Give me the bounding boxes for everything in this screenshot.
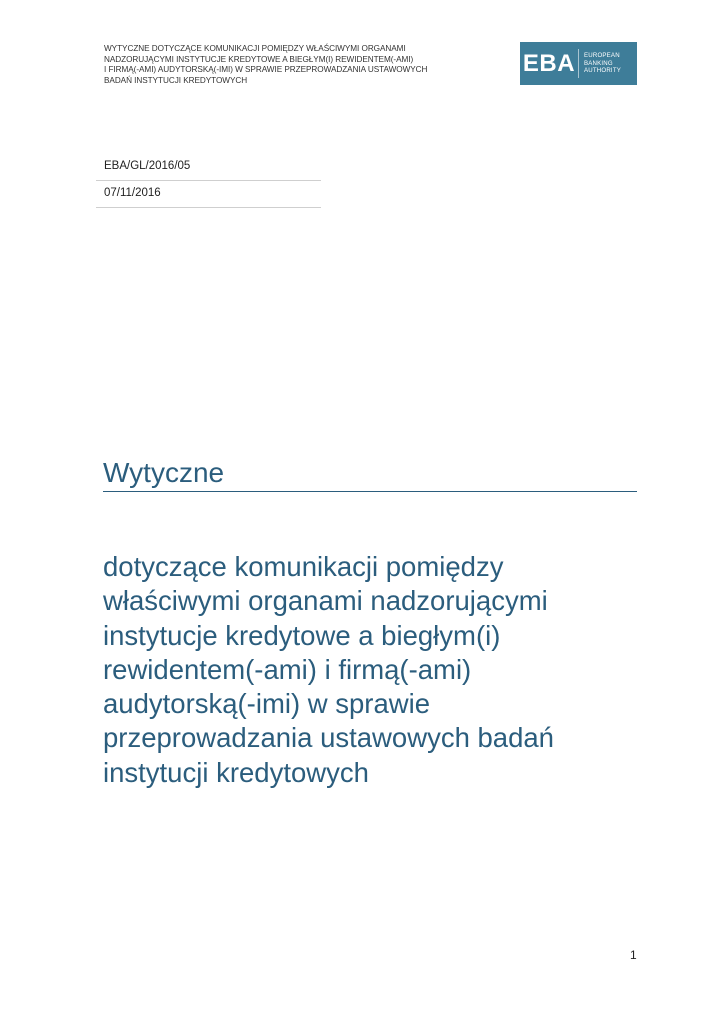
document-reference: EBA/GL/2016/05 bbox=[96, 154, 321, 181]
subtitle-line: rewidentem(-ami) i firmą(-ami) bbox=[103, 653, 472, 685]
running-header-line: I FIRMĄ(-AMI) AUDYTORSKĄ(-IMI) W SPRAWIE PRZEPROWADZANIA USTAWOWYCH bbox=[104, 65, 428, 75]
subtitle-line: dotyczące komunikacji pomiędzy bbox=[103, 551, 504, 582]
eba-logo bbox=[520, 42, 637, 85]
running-header-line: BADAŃ INSTYTUCJI KREDYTOWYCH bbox=[104, 75, 248, 85]
subtitle-line: audytorską(-imi) w sprawie bbox=[103, 688, 431, 720]
eba-logo-name-line: EUROPEAN bbox=[584, 52, 620, 60]
eba-logo-name bbox=[579, 52, 621, 75]
document-subtitle bbox=[103, 550, 623, 790]
document-title: Wytyczne bbox=[103, 456, 637, 492]
eba-logo-name-line: BANKING bbox=[584, 59, 613, 67]
running-header-line: NADZORUJĄCYMI INSTYTUCJE KREDYTOWE A BIEGŁYM(I) REWIDENTEM(-AMI) bbox=[104, 54, 414, 64]
eba-logo-mark: EBA bbox=[520, 49, 579, 78]
document-date: 07/11/2016 bbox=[96, 181, 321, 208]
subtitle-line: instytucji kredytowych bbox=[103, 756, 369, 788]
subtitle-line: właściwymi organami nadzorującymi bbox=[103, 585, 548, 617]
subtitle-line: instytucje kredytowe a biegłym(i) bbox=[103, 619, 501, 651]
running-header-line: WYTYCZNE DOTYCZĄCE KOMUNIKACJI POMIĘDZY WŁAŚCIWYMI ORGANAMI bbox=[104, 44, 406, 53]
running-header bbox=[104, 44, 464, 86]
subtitle-line: przeprowadzania ustawowych badań bbox=[103, 722, 554, 754]
page-number: 1 bbox=[630, 948, 637, 962]
eba-logo-name-line: AUTHORITY bbox=[584, 67, 622, 75]
